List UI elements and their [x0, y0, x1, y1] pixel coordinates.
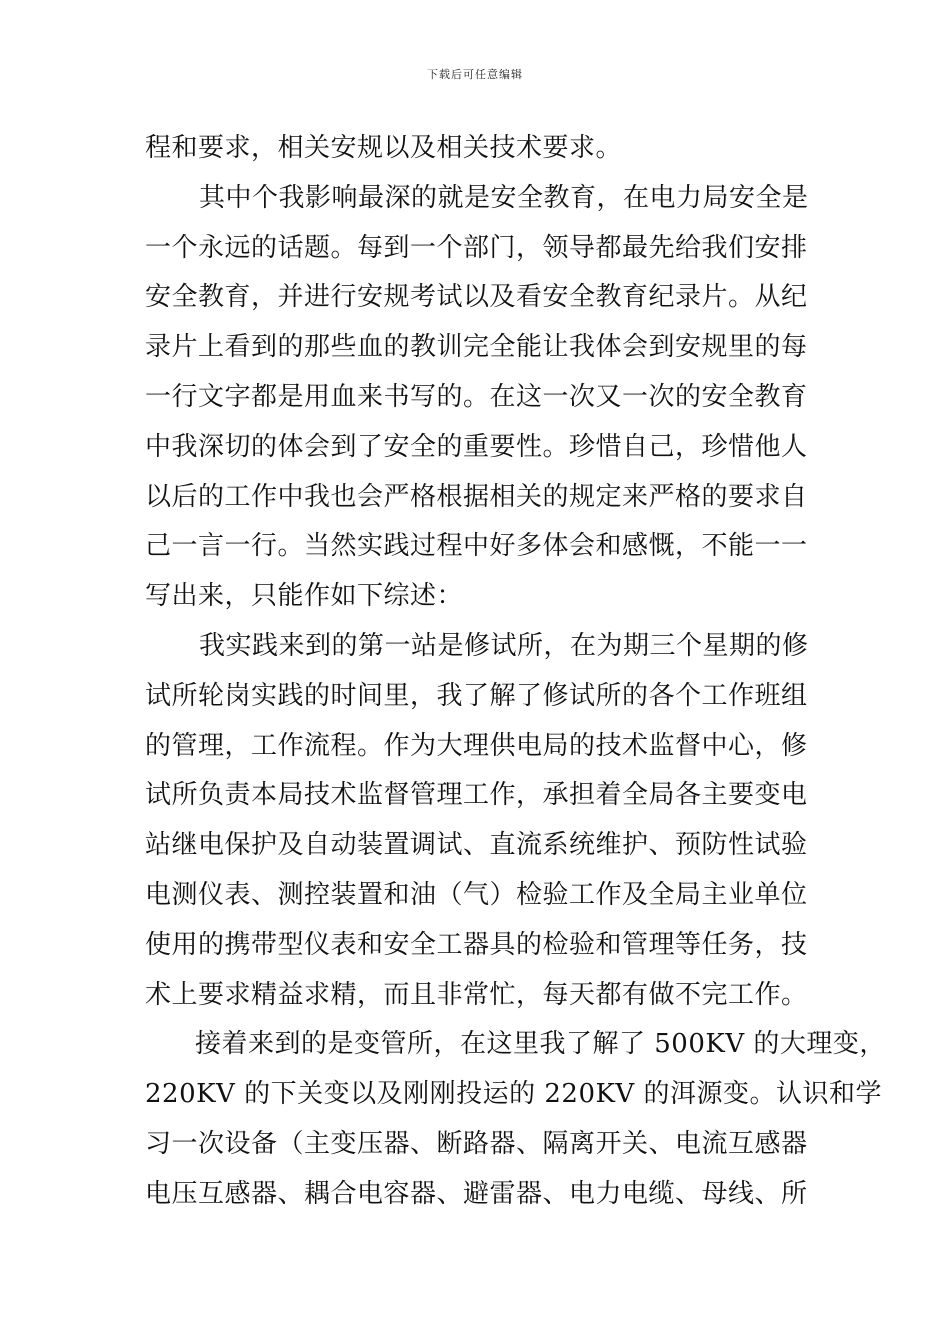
text-line: 电测仪表、测控装置和油（气）检验工作及全局主业单位 [145, 879, 808, 910]
text-line: 写出来，只能作如下综述： [145, 581, 464, 612]
page-header: 下载后可任意编辑 [427, 68, 523, 81]
text-line: 试所轮岗实践的时间里，我了解了修试所的各个工作班组 [145, 680, 808, 711]
text-line: 一个永远的话题。每到一个部门，领导都最先给我们安排 [145, 232, 808, 263]
paragraph-first-line: 接着来到的是变管所，在这里我了解了 500KV 的大理变， [195, 1029, 886, 1060]
text-line: 安全教育，并进行安规考试以及看安全教育纪录片。从纪 [145, 282, 808, 313]
document-body [145, 128, 886, 1224]
text-line: 220KV 的下关变以及刚刚投运的 220KV 的洱源变。认识和学 [145, 1079, 882, 1110]
paragraph-first-line: 其中个我影响最深的就是安全教育，在电力局安全是 [199, 182, 809, 213]
text-line: 术上要求精益求精，而且非常忙，每天都有做不完工作。 [145, 979, 808, 1010]
text-line: 习一次设备（主变压器、断路器、隔离开关、电流互感器 [145, 1128, 808, 1159]
text-line: 电压互感器、耦合电容器、避雷器、电力电缆、母线、所 [145, 1178, 808, 1209]
text-line: 一行文字都是用血来书写的。在这一次又一次的安全教育 [145, 381, 808, 412]
text-line: 己一言一行。当然实践过程中好多体会和感慨，不能一一 [145, 531, 808, 562]
text-line: 以后的工作中我也会严格根据相关的规定来严格的要求自 [145, 481, 808, 512]
text-line: 试所负责本局技术监督管理工作，承担着全局各主要变电 [145, 780, 808, 811]
text-line: 使用的携带型仪表和安全工器具的检验和管理等任务，技 [145, 929, 808, 960]
text-line: 程和要求，相关安规以及相关技术要求。 [145, 133, 623, 163]
paragraph-first-line: 我实践来到的第一站是修试所，在为期三个星期的修 [199, 630, 809, 661]
text-line: 中我深切的体会到了安全的重要性。珍惜自己，珍惜他人 [145, 431, 808, 462]
text-line: 的管理，工作流程。作为大理供电局的技术监督中心，修 [145, 730, 808, 761]
text-line: 站继电保护及自动装置调试、直流系统维护、预防性试验 [145, 830, 808, 861]
text-line: 录片上看到的那些血的教训完全能让我体会到安规里的每 [145, 332, 808, 363]
